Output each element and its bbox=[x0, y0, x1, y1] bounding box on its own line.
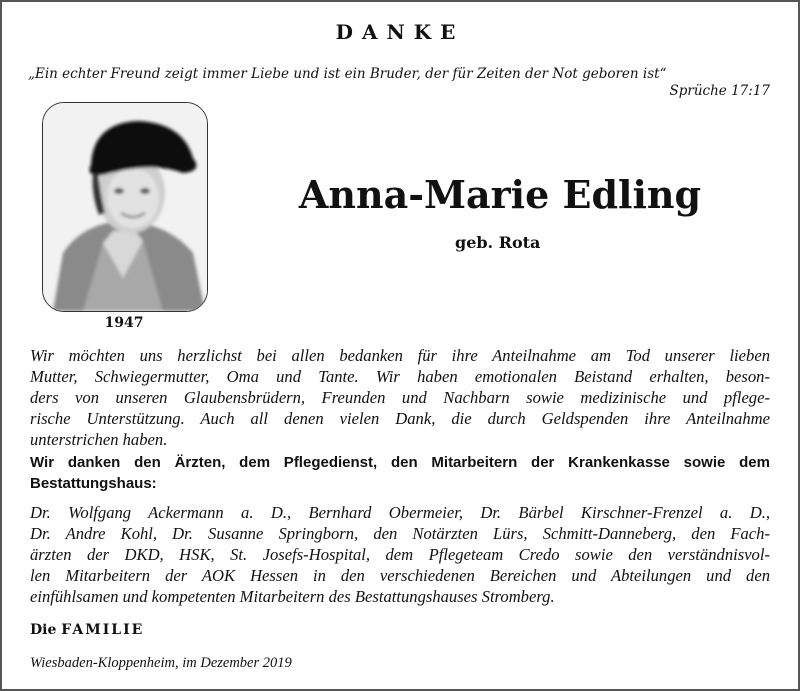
text-line: len Mitarbeitern der AOK Hessen in den verschiedenen Bereichen und Abteilungen und den bbox=[30, 566, 770, 585]
signature bbox=[30, 622, 144, 638]
text-line: ärzten der DKD, HSK, St. Josefs-Hospital, dem Pflegeteam Credo sowie den verständnisvol- bbox=[30, 545, 770, 564]
thanks-doctors-heading bbox=[30, 452, 770, 494]
quote-reference: Sprüche 17:17 bbox=[669, 83, 770, 99]
text-line: rische Unterstützung. Auch all denen vielen Dank, die durch Geldspenden ihre Anteilnahme bbox=[30, 409, 770, 428]
photo-year: 1947 bbox=[104, 315, 144, 331]
thanks-paragraph bbox=[30, 345, 770, 450]
text-line: Mutter, Schwiegermutter, Oma und Tante. Wir haben emotionalen Beistand erhalten, beson- bbox=[30, 367, 770, 386]
text-line: ders von unseren Glaubensbrüdern, Freunden und Nachbarn sowie medizinische und pflege- bbox=[30, 388, 770, 407]
deceased-name: Anna-Marie Edling bbox=[298, 172, 702, 217]
thanks-names-paragraph bbox=[30, 502, 770, 607]
bible-quote: „Ein echter Freund zeigt immer Liebe und ist ein Bruder, der für Zeiten der Not geboren ist“ bbox=[28, 66, 667, 82]
text-line: Bestattungshaus: bbox=[30, 475, 157, 492]
text-line: einfühlsamen und kompetenten Mitarbeitern des Bestattungshauses Stromberg. bbox=[30, 587, 555, 606]
signature-prefix: Die bbox=[30, 622, 57, 638]
signature-family: FAMILIE bbox=[61, 622, 145, 638]
place-date: Wiesbaden-Kloppenheim, im Dezember 2019 bbox=[30, 655, 292, 671]
heading: DANKE bbox=[335, 20, 465, 44]
birth-name: geb. Rota bbox=[455, 233, 541, 252]
text-line: Dr. Andre Kohl, Dr. Susanne Springborn, den Notärzten Lürs, Schmitt-Danneberg, den Fach- bbox=[30, 524, 770, 543]
text-line: Wir möchten uns herzlichst bei allen bedanken für ihre Anteilnahme am Tod unserer lieben bbox=[30, 346, 770, 365]
portrait-photo bbox=[42, 102, 208, 312]
text-line: Wir danken den Ärzten, dem Pflegedienst, den Mitarbeitern der Krankenkasse sowie dem bbox=[30, 454, 770, 471]
text-line: unterstrichen haben. bbox=[30, 430, 168, 449]
text-line: Dr. Wolfgang Ackermann a. D., Bernhard Obermeier, Dr. Bärbel Kirschner-Frenzel a. D., bbox=[30, 503, 770, 522]
